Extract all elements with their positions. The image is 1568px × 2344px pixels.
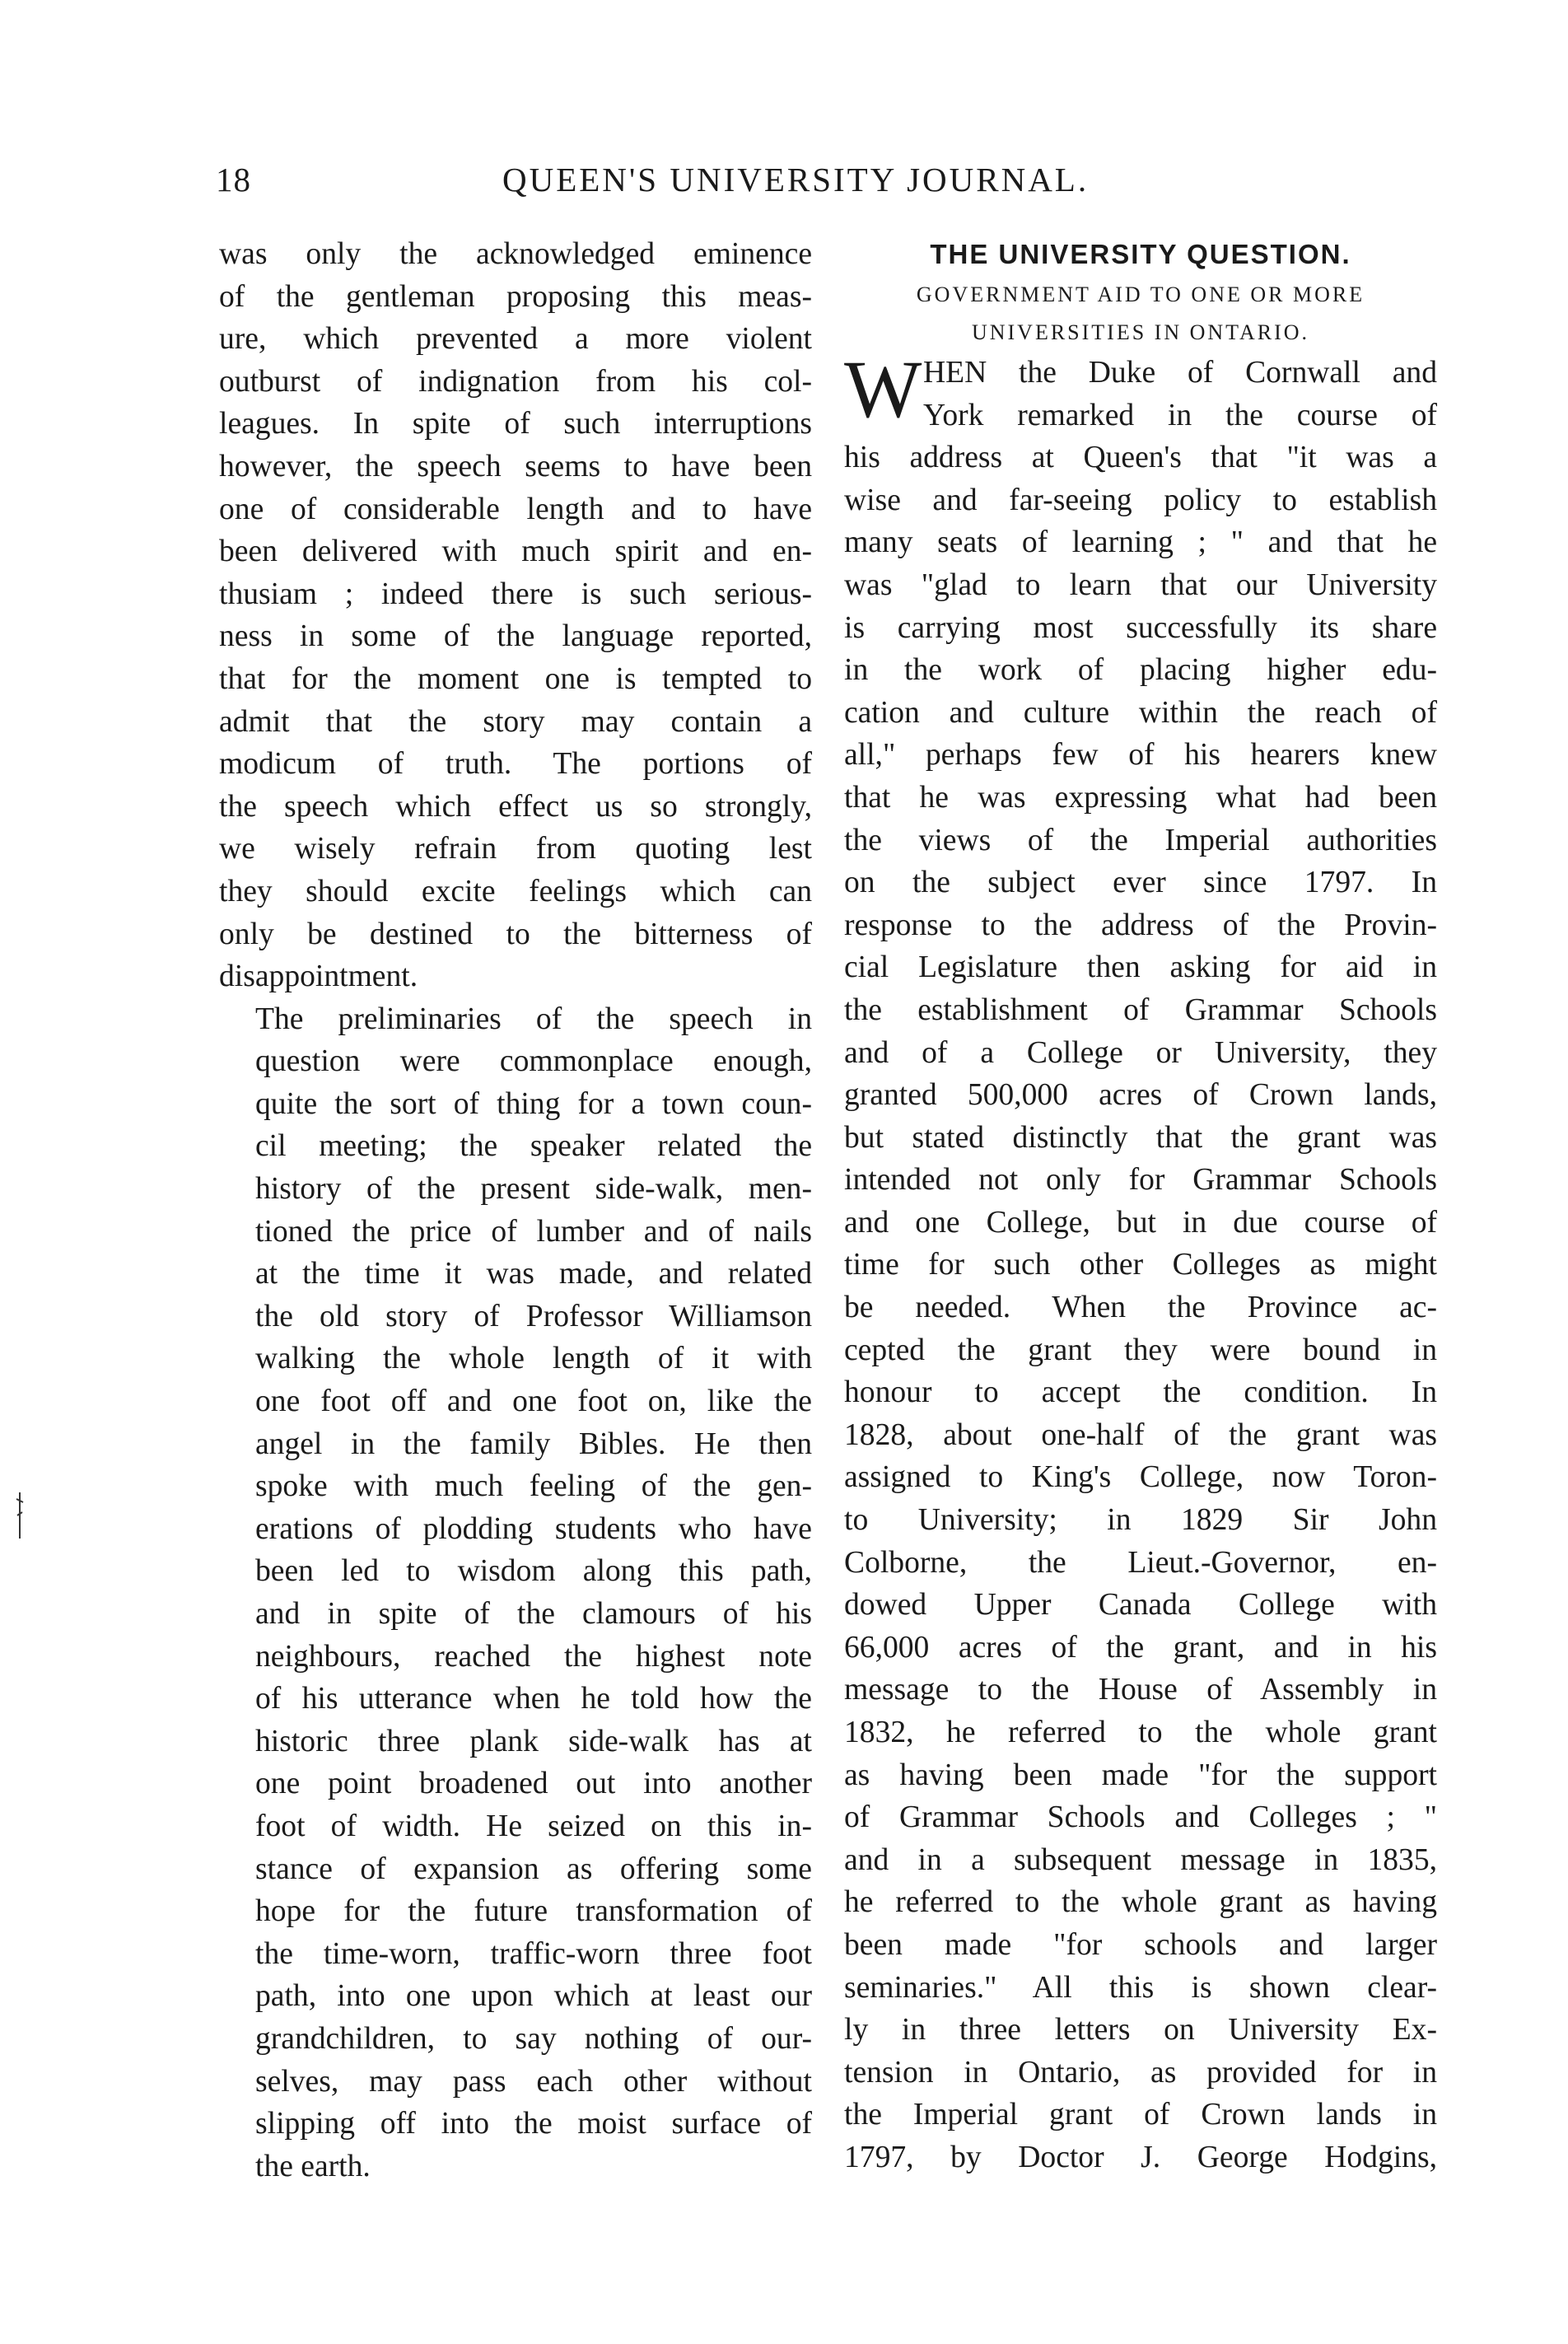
text-line: ure, which prevented a more violent <box>219 322 812 357</box>
text-line: York remarked in the course of <box>923 398 1437 432</box>
drop-cap: W <box>844 343 922 435</box>
text-line: response to the address of the Provin- <box>844 908 1437 942</box>
right-column <box>844 233 1437 2179</box>
article-subtitle-line-1: GOVERNMENT AID TO ONE OR MORE <box>916 282 1365 306</box>
text-line: 1828, about one-half of the grant was <box>844 1417 1437 1452</box>
text-line: ly in three letters on University Ex- <box>844 2013 1437 2047</box>
text-line: the views of the Imperial authorities <box>844 823 1437 857</box>
dropcap-lines <box>844 352 1437 437</box>
text-line: seminaries." All this is shown clear- <box>844 1970 1437 2005</box>
text-line: stance of expansion as offering some <box>255 1851 812 1886</box>
text-line: intended not only for Grammar Schools <box>844 1163 1437 1198</box>
text-line: be needed. When the Province ac- <box>844 1291 1437 1325</box>
text-line: been delivered with much spirit and en- <box>219 535 812 569</box>
text-line: was only the acknowledged eminence <box>219 237 812 271</box>
text-line: granted 500,000 acres of Crown lands, <box>844 1078 1437 1113</box>
text-line: and in a subsequent message in 1835, <box>844 1842 1437 1877</box>
text-line: we wisely refrain from quoting lest <box>219 832 812 866</box>
text-line: at the time it was made, and related <box>255 1257 812 1291</box>
text-line: to University; in 1829 Sir John <box>844 1503 1437 1538</box>
text-line: history of the present side-walk, men- <box>255 1172 812 1207</box>
text-line: cepted the grant they were bound in <box>844 1333 1437 1367</box>
text-line: all," perhaps few of his hearers knew <box>844 738 1437 773</box>
text-line: message to the House of Assembly in <box>844 1673 1437 1707</box>
article-title: THE UNIVERSITY QUESTION. <box>930 239 1351 269</box>
text-line: hope for the future transformation of <box>255 1894 812 1929</box>
text-line: but stated distinctly that the grant was <box>844 1120 1437 1155</box>
text-line: question were commonplace enough, <box>255 1044 812 1079</box>
page-header <box>216 148 1151 206</box>
margin-mark <box>15 1491 25 1540</box>
text-line: HEN the Duke of Cornwall and <box>923 356 1437 390</box>
text-line: thusiam ; indeed there is such serious- <box>219 577 812 611</box>
text-line: of his utterance when he told how the <box>255 1682 812 1716</box>
running-title: QUEEN'S UNIVERSITY JOURNAL. <box>502 161 1090 198</box>
text-line: on the subject ever since 1797. In <box>844 866 1437 900</box>
text-line: as having been made "for the support <box>844 1758 1437 1792</box>
text-line: and one College, but in due course of <box>844 1205 1437 1240</box>
text-line: one of considerable length and to have <box>219 492 812 526</box>
text-line: of Grammar Schools and Colleges ; " <box>844 1800 1437 1835</box>
text-line: leagues. In spite of such interruptions <box>219 407 812 441</box>
text-line: 66,000 acres of the grant, and in his <box>844 1630 1437 1665</box>
text-line: Colborne, the Lieut.-Governor, en- <box>844 1545 1437 1580</box>
text-line: ness in some of the language reported, <box>219 619 812 654</box>
text-line: one point broadened out into another <box>255 1767 812 1801</box>
text-line: spoke with much feeling of the gen- <box>255 1469 812 1504</box>
text-line: quite the sort of thing for a town coun- <box>255 1086 812 1121</box>
text-line: in the work of placing higher edu- <box>844 653 1437 688</box>
text-line: that for the moment one is tempted to <box>219 661 812 696</box>
text-line: of the gentleman proposing this meas- <box>219 279 812 314</box>
text-line: angel in the family Bibles. He then <box>255 1426 812 1461</box>
text-line: been led to wisdom along this path, <box>255 1554 812 1589</box>
text-line: the time-worn, traffic-worn three foot <box>255 1936 812 1971</box>
text-line: 1832, he referred to the whole grant <box>844 1716 1437 1749</box>
text-line: cation and culture within the reach of <box>844 695 1437 730</box>
text-line: slipping off into the moist surface of <box>255 2107 812 2141</box>
text-line: cial Legislature then asking for aid in <box>844 950 1437 985</box>
text-line: The preliminaries of the speech in <box>255 1002 812 1036</box>
text-line: modicum of truth. The portions of <box>219 747 812 782</box>
text-line: he referred to the whole grant as having <box>844 1885 1437 1920</box>
text-line: dowed Upper Canada College with <box>844 1588 1437 1623</box>
text-line: time for such other Colleges as might <box>844 1248 1437 1282</box>
text-line: tension in Ontario, as provided for in <box>844 2055 1437 2090</box>
text-line: only be destined to the bitterness of <box>219 917 812 951</box>
text-line: that he was expressing what had been <box>844 780 1437 815</box>
article-body <box>844 437 1437 2178</box>
text-line: the Imperial grant of Crown lands in <box>844 2098 1437 2132</box>
text-line: grandchildren, to say nothing of our- <box>255 2021 812 2056</box>
text-line: selves, may pass each other without <box>255 2064 812 2099</box>
text-line: however, the speech seems to have been <box>219 449 812 483</box>
text-line: neighbours, reached the highest note <box>255 1639 812 1674</box>
text-line: 1797, by Doctor J. George Hodgins, <box>844 2140 1437 2174</box>
text-line: assigned to King's College, now Toron- <box>844 1460 1437 1495</box>
text-line: the speech which effect us so strongly, <box>219 789 812 824</box>
left-column <box>219 233 812 2188</box>
text-line: and of a College or University, they <box>844 1035 1437 1070</box>
text-line: his address at Queen's that "it was a <box>844 441 1437 475</box>
text-line: the earth. <box>255 2149 371 2183</box>
article-opening <box>844 343 1437 437</box>
text-line: foot of width. He seized on this in- <box>255 1809 812 1843</box>
paragraph-sidewalk <box>219 998 812 2188</box>
text-line: admit that the story may contain a <box>219 704 812 739</box>
text-line: many seats of learning ; " and that he <box>844 525 1437 560</box>
text-line: honour to accept the condition. In <box>844 1375 1437 1410</box>
text-line: been made "for schools and larger <box>844 1927 1437 1962</box>
text-line: and in spite of the clamours of his <box>255 1597 812 1631</box>
text-line: is carrying most successfully its share <box>844 610 1437 645</box>
text-line: disappointment. <box>219 960 418 994</box>
text-line: walking the whole length of it with <box>255 1342 812 1376</box>
paragraph-continuation <box>219 233 812 998</box>
text-line: historic three plank side-walk has at <box>255 1724 812 1758</box>
article-subtitle-line-2: UNIVERSITIES IN ONTARIO. <box>971 320 1310 344</box>
text-line: erations of plodding students who have <box>255 1511 812 1546</box>
page-number: 18 <box>216 161 251 198</box>
text-line: the establishment of Grammar Schools <box>844 992 1437 1027</box>
text-line: they should excite feelings which can <box>219 874 812 908</box>
text-line: cil meeting; the speaker related the <box>255 1129 812 1164</box>
text-line: was "glad to learn that our University <box>844 567 1437 602</box>
text-line: the old story of Professor Williamson <box>255 1299 812 1333</box>
text-line: outburst of indignation from his col- <box>219 364 812 399</box>
text-line: one foot off and one foot on, like the <box>255 1384 812 1419</box>
text-line: tioned the price of lumber and of nails <box>255 1214 812 1249</box>
text-line: path, into one upon which at least our <box>255 1979 812 2014</box>
text-line: wise and far-seeing policy to establish <box>844 483 1437 517</box>
